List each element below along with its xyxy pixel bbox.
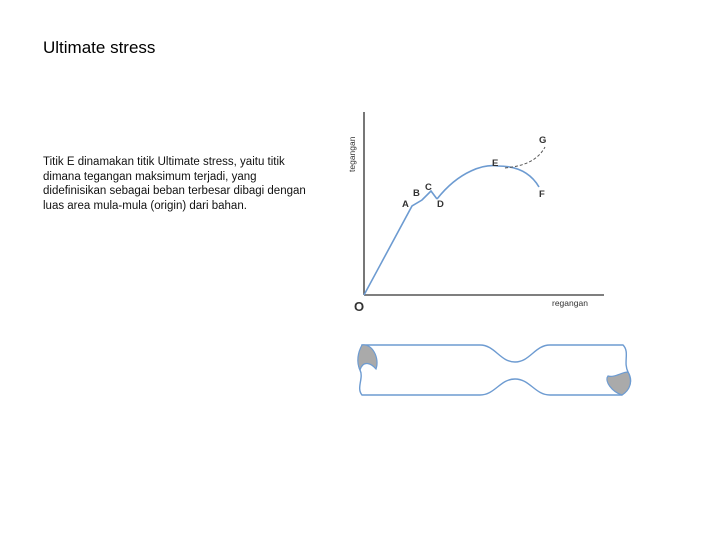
x-axis-label: regangan xyxy=(552,298,588,308)
point-label-b: B xyxy=(413,188,420,199)
point-label-d: D xyxy=(437,199,444,210)
curve-dashed-to-g xyxy=(505,147,545,168)
point-label-e: E xyxy=(492,158,499,169)
y-axis-label: tegangan xyxy=(347,136,357,172)
slide-title: Ultimate stress xyxy=(43,38,156,57)
point-label-a: A xyxy=(402,199,409,210)
body-text: Titik E dinamakan titik Ultimate stress, yaitu titik dimana tegangan maksimum terjadi, yang didefinisikan sebagai beban terbesar dibagi dengan luas area mula-mula (origin) dari bahan. xyxy=(43,156,306,212)
point-label-f: F xyxy=(539,189,545,200)
point-label-c: C xyxy=(425,182,432,193)
point-label-g: G xyxy=(539,135,547,146)
necking-specimen xyxy=(358,345,631,395)
origin-label: O xyxy=(354,299,365,314)
curve-plastic xyxy=(437,166,539,199)
curve-elastic xyxy=(364,191,437,295)
specimen-body xyxy=(359,345,631,395)
